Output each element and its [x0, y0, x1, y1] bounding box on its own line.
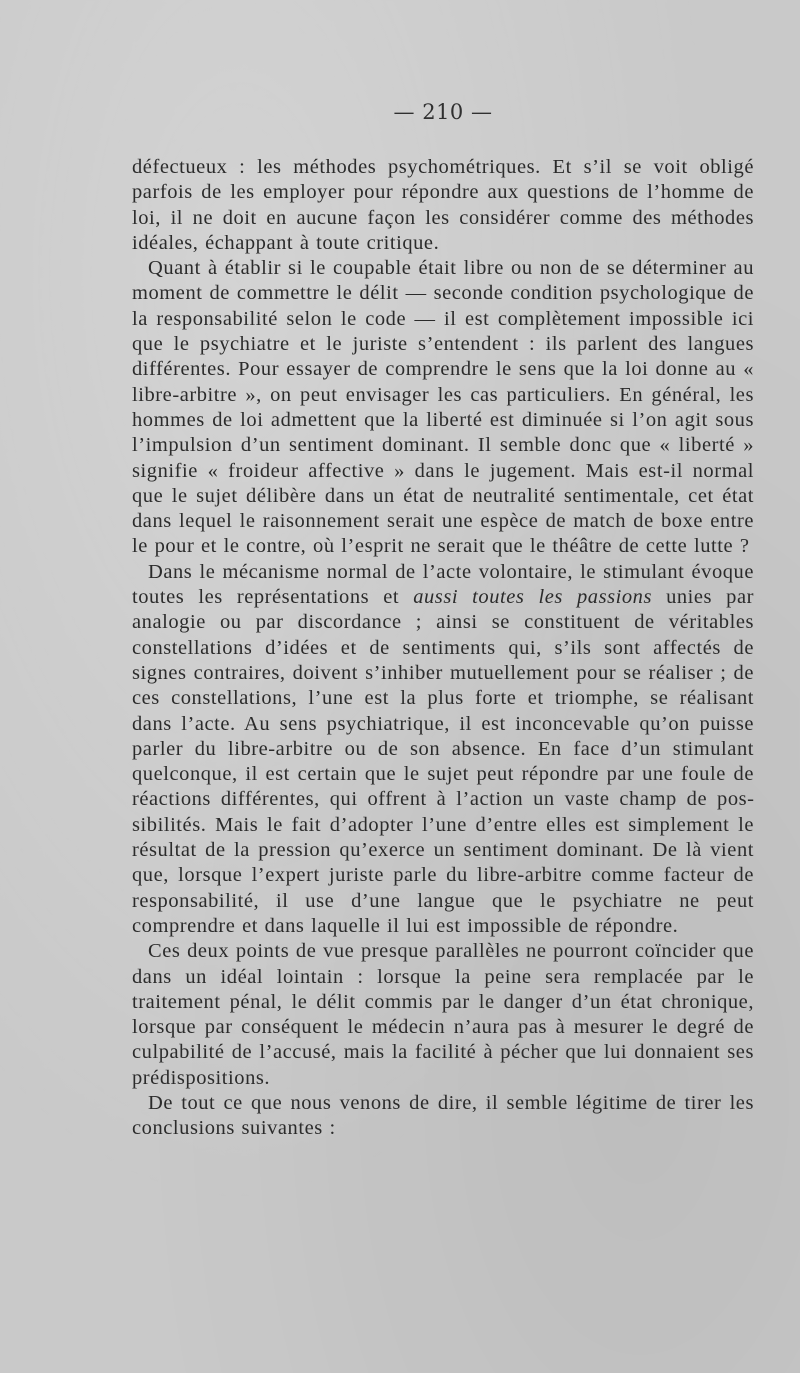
paragraph-2: Quant à établir si le coupable était libre ou non de se déterminer au moment de commettre le délit — seconde condition psychologique de la responsabilité selon le code — il est complètement impossible ici que le psychiatre et le juriste s’entendent : ils parlent des langues différentes. Pour essayer de comprendre le sens que la loi donne au « libre-arbitre », on peut envisager les cas particuliers. En général, les hommes de loi admettent que la liberté est diminuée si l’on agit sous l’impulsion d’un sentiment dominant. Il semble donc que « liberté » signifie « froideur affective » dans le jugement. Mais est-il normal que le sujet délibère dans un état de neutralité sentimentale, cet état dans lequel le raisonnement serait une espèce de match de boxe entre le pour et le contre, où l’esprit ne serait que le théâtre de cette lutte ? [132, 257, 754, 558]
paragraph-3-italic: aussi toutes les passions [413, 586, 652, 609]
paragraph-3-start: Dans le mécanisme normal de l’acte volontaire, le stimulant évoque toutes les représentations et [132, 560, 754, 609]
paragraph-3-end: unies par analogie ou par discordance ; ainsi se constituent de véritables constellations d’idées et de sentiments qui, s’ils sont affectés de signes contraires, doivent s’inhiber mutuellement pour se réaliser ; de ces constellations, l’une est la plus forte et triomphe, se réalisant dans l’acte. Au sens psychiatrique, il est inconcevable qu’on puisse parler du libre-arbitre ou de son absence. En face d’un stimulant quelconque, il est certain que le sujet peut répondre par une foule de réactions différentes, qui offrent à l’action un vaste champ de possibilités. Mais le fait d’adopter l’une d’entre elles est simplement le résultat de la pression qu’exerce un sentiment dominant. De là vient que, lorsque l’expert juriste parle du libre-arbitre comme facteur de responsabilité, il use d’une langue que le psychiatre ne peut comprendre et dans laquelle il lui est impossible de répondre. [132, 586, 754, 937]
page-number: — 210 — [393, 100, 493, 124]
paragraph-5: De tout ce que nous venons de dire, il semble légitime de tirer les conclusions suivantes : [132, 1091, 754, 1140]
paragraph-1: défectueux : les méthodes psychométriques. Et s’il se voit obligé parfois de les employer pour répondre aux questions de l’homme de loi, il ne doit en aucune façon les considérer comme des méthodes idéales, échappant à toute critique. [132, 156, 754, 254]
paragraph-4: Ces deux points de vue presque parallèles ne pourront coïncider que dans un idéal lointain : lorsque la peine sera remplacée par le traitement pénal, le délit commis par le danger d’un état chronique, lorsque par conséquent le médecin n’aura pas à mesurer le degré de culpabilité de l’accusé, mais la facilité à pécher que lui donnaient ses prédispositions. [132, 940, 754, 1089]
paragraph-3 [132, 560, 754, 939]
body-text [132, 155, 754, 1142]
